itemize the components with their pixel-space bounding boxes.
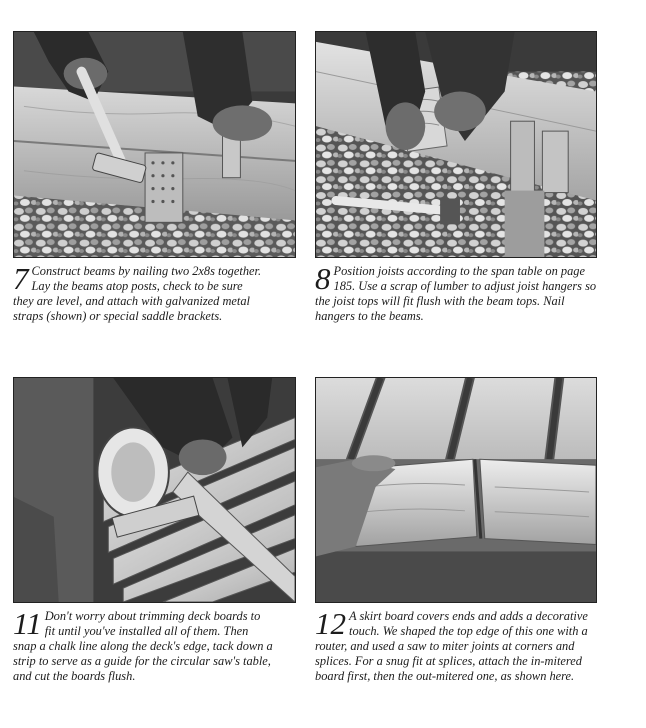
- caption-step-12: [315, 606, 600, 684]
- photo-step-12: [315, 377, 597, 603]
- skirt-board-photo: [316, 378, 596, 602]
- step-number: 11: [13, 606, 42, 641]
- step-instruction: Position joists according to the span table on page 185. Use a scrap of lumber to adjust joist hangers so the joist tops will fit flush with the beam tops. Nail hangers to the beams.: [315, 264, 597, 323]
- caption-step-7: [13, 261, 263, 324]
- circular-saw-photo: [14, 378, 295, 602]
- photo-step-7: [13, 31, 296, 258]
- joist-hanger-photo: [316, 32, 596, 257]
- step-instruction: Don't worry about trimming deck boards to fit until you've installed all of them. Then snap a chalk line along the deck's edge, tack down a strip to serve as a guide for the circular saw's table, and cut the boards flush.: [13, 609, 273, 683]
- step-number: 8: [315, 261, 331, 296]
- photo-step-8: [315, 31, 597, 258]
- caption-step-8: [315, 261, 600, 324]
- step-instruction: Construct beams by nailing two 2x8s together. Lay the beams atop posts, check to be sure they are level, and attach with galvanized metal straps (shown) or special saddle brackets.: [13, 264, 262, 323]
- photo-step-11: [13, 377, 296, 603]
- step-number: 12: [315, 606, 346, 641]
- step-instruction: A skirt board covers ends and adds a decorative touch. We shaped the top edge of this one with a router, and used a saw to miter joints at corners and splices. For a snug fit at splices, attach the in-mitered board first, then the out-mitered one, as shown here.: [315, 609, 588, 683]
- step-number: 7: [13, 261, 29, 296]
- beam-nailing-photo: [14, 32, 295, 257]
- caption-step-11: [13, 606, 273, 684]
